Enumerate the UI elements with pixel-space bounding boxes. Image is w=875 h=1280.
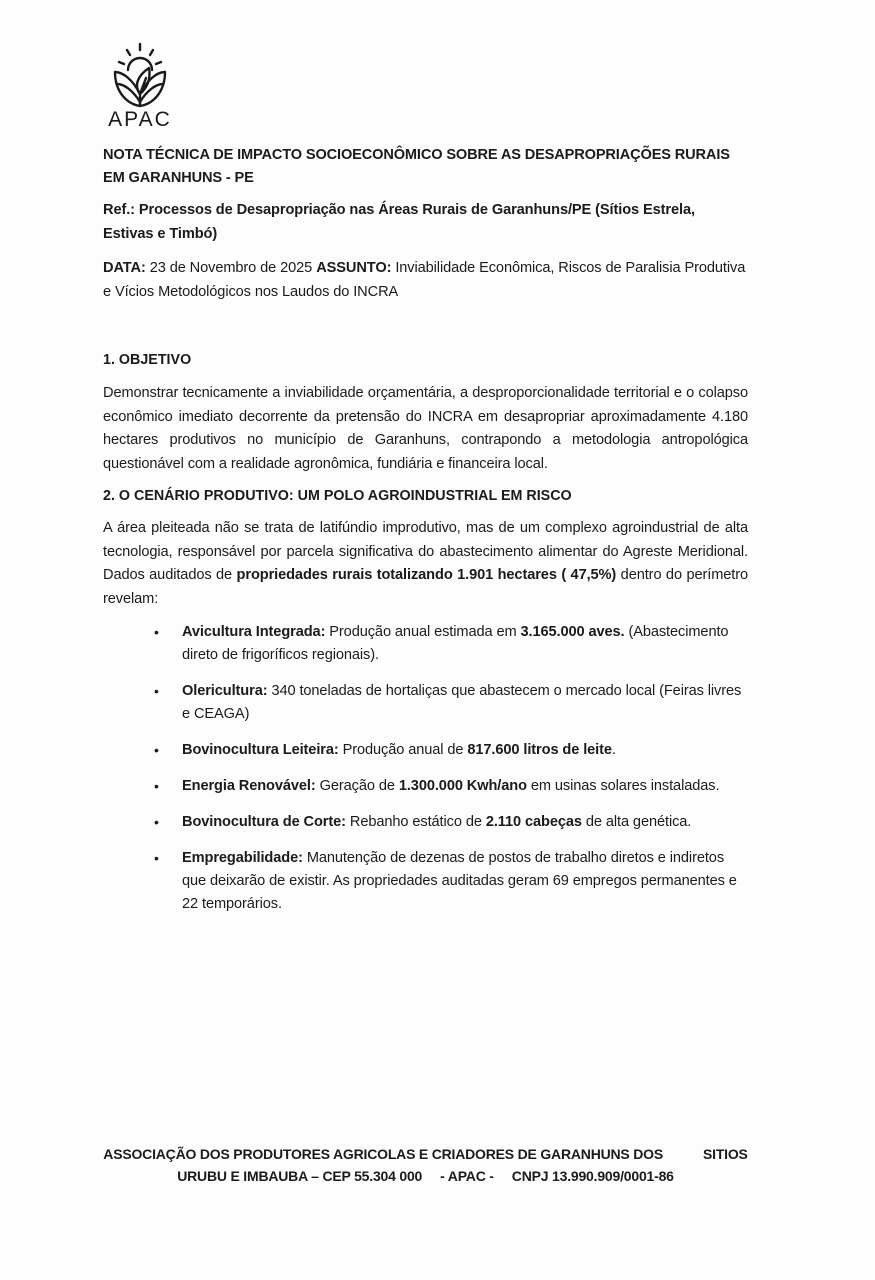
ref-label: Ref.:	[103, 202, 135, 218]
item-label: Energia Renovável:	[182, 778, 316, 794]
ref-text: Processos de Desapropriação nas Áreas Rurais de Garanhuns/PE (Sítios Estrela, Estivas e Timbó)	[103, 202, 695, 242]
document-title: NOTA TÉCNICA DE IMPACTO SOCIOECONÔMICO SOBRE AS DESAPROPRIAÇÕES RURAIS EM GARANHUNS - PE	[103, 147, 730, 186]
sun-leaves-icon	[109, 42, 171, 110]
item-label: Empregabilidade:	[182, 850, 303, 866]
item-value: 1.300.000 Kwh/ano	[398, 778, 527, 794]
date-value: 23 de Novembro de 2025	[149, 260, 313, 276]
list-item-bovinocultura-leiteira	[103, 739, 748, 762]
bullet-icon: •	[154, 624, 159, 640]
footer-line-1	[103, 1143, 748, 1165]
cenario-body-end: dentro do perímetro revelam:	[103, 567, 748, 607]
item-label: Olericultura:	[182, 683, 268, 699]
footer-acronym: - APAC -	[440, 1168, 494, 1184]
footer-org-name-end: SITIOS	[703, 1146, 748, 1162]
footer-cnpj: CNPJ 13.990.909/0001-86	[511, 1168, 674, 1184]
bullet-icon: •	[154, 683, 159, 699]
subject-label: ASSUNTO:	[316, 260, 392, 276]
cenario-body-text: A área pleiteada não se trata de latifúndio improdutivo, mas de um complexo agroindustrial de alta tecnologia, responsável por parcela significativa do abastecimento alimentar do Agreste Meridional. Dados auditados de	[103, 520, 748, 583]
date-label: DATA:	[103, 260, 146, 276]
date-subject-line	[103, 257, 748, 304]
item-label: Bovinocultura Leiteira:	[182, 742, 339, 758]
apac-logo	[103, 42, 177, 134]
page-footer	[103, 1143, 748, 1187]
document-body	[103, 144, 748, 929]
item-text: Rebanho estático de	[345, 814, 486, 830]
item-text-end: (Abastecimento direto de frigoríficos regionais).	[182, 624, 729, 663]
list-item-energia-renovavel	[103, 775, 748, 798]
list-item-bovinocultura-corte	[103, 811, 748, 834]
item-text: 340 toneladas de hortaliças que abastecem o mercado local (Feiras livres e CEAGA)	[182, 683, 742, 722]
item-text: Manutenção de dezenas de postos de trabalho diretos e indiretos que deixarão de existir. As propriedades auditadas geram 69 empregos permanentes e 22 temporários.	[182, 850, 737, 912]
section-objetivo-heading: 1. OBJETIVO	[103, 352, 192, 368]
logo-text: APAC	[108, 108, 172, 131]
item-label: Bovinocultura de Corte:	[182, 814, 346, 830]
section-objetivo-body: Demonstrar tecnicamente a inviabilidade orçamentária, a desproporcionalidade territorial e o colapso econômico imediato decorrente da pretensão do INCRA em desapropriar aproximadamente 4.180 hectares produtivos no município de Garanhuns, contrapondo a metodologia antropológica questionável com a realidade agronômica, fundiária e financeira local.	[103, 385, 748, 472]
subject-value: Inviabilidade Econômica, Riscos de Paralisia Produtiva e Vícios Metodológicos nos Laudos do INCRA	[103, 260, 746, 300]
list-item-olericultura	[103, 680, 748, 726]
list-item-empregabilidade	[103, 847, 748, 916]
item-text: Produção anual estimada em	[325, 624, 521, 640]
item-label: Avicultura Integrada:	[182, 624, 326, 640]
item-text-end: em usinas solares instaladas.	[526, 778, 720, 794]
section-cenario-heading: 2. O CENÁRIO PRODUTIVO: UM POLO AGROINDUSTRIAL EM RISCO	[103, 488, 572, 504]
reference-line	[103, 199, 748, 246]
production-list	[103, 621, 748, 916]
item-text: Geração de	[315, 778, 399, 794]
item-value: 2.110 cabeças	[485, 814, 582, 830]
footer-address: URUBU E IMBAUBA – CEP 55.304 000	[177, 1168, 423, 1184]
bullet-icon: •	[154, 814, 159, 830]
section-cenario-body	[103, 517, 748, 611]
item-text: Produção anual de	[338, 742, 468, 758]
item-value: 817.600 litros de leite	[467, 742, 612, 758]
footer-line-2	[103, 1165, 748, 1187]
item-value: 3.165.000 aves.	[520, 624, 625, 640]
bullet-icon: •	[154, 850, 159, 866]
bullet-icon: •	[154, 778, 159, 794]
item-text-end: .	[611, 742, 616, 758]
bullet-icon: •	[154, 742, 159, 758]
item-text-end: de alta genética.	[581, 814, 692, 830]
list-item-avicultura	[103, 621, 748, 667]
footer-org-name: ASSOCIAÇÃO DOS PRODUTORES AGRICOLAS E CRIADORES DE GARANHUNS DOS	[103, 1146, 663, 1162]
cenario-body-highlight: propriedades rurais totalizando 1.901 hectares ( 47,5%)	[236, 567, 617, 583]
